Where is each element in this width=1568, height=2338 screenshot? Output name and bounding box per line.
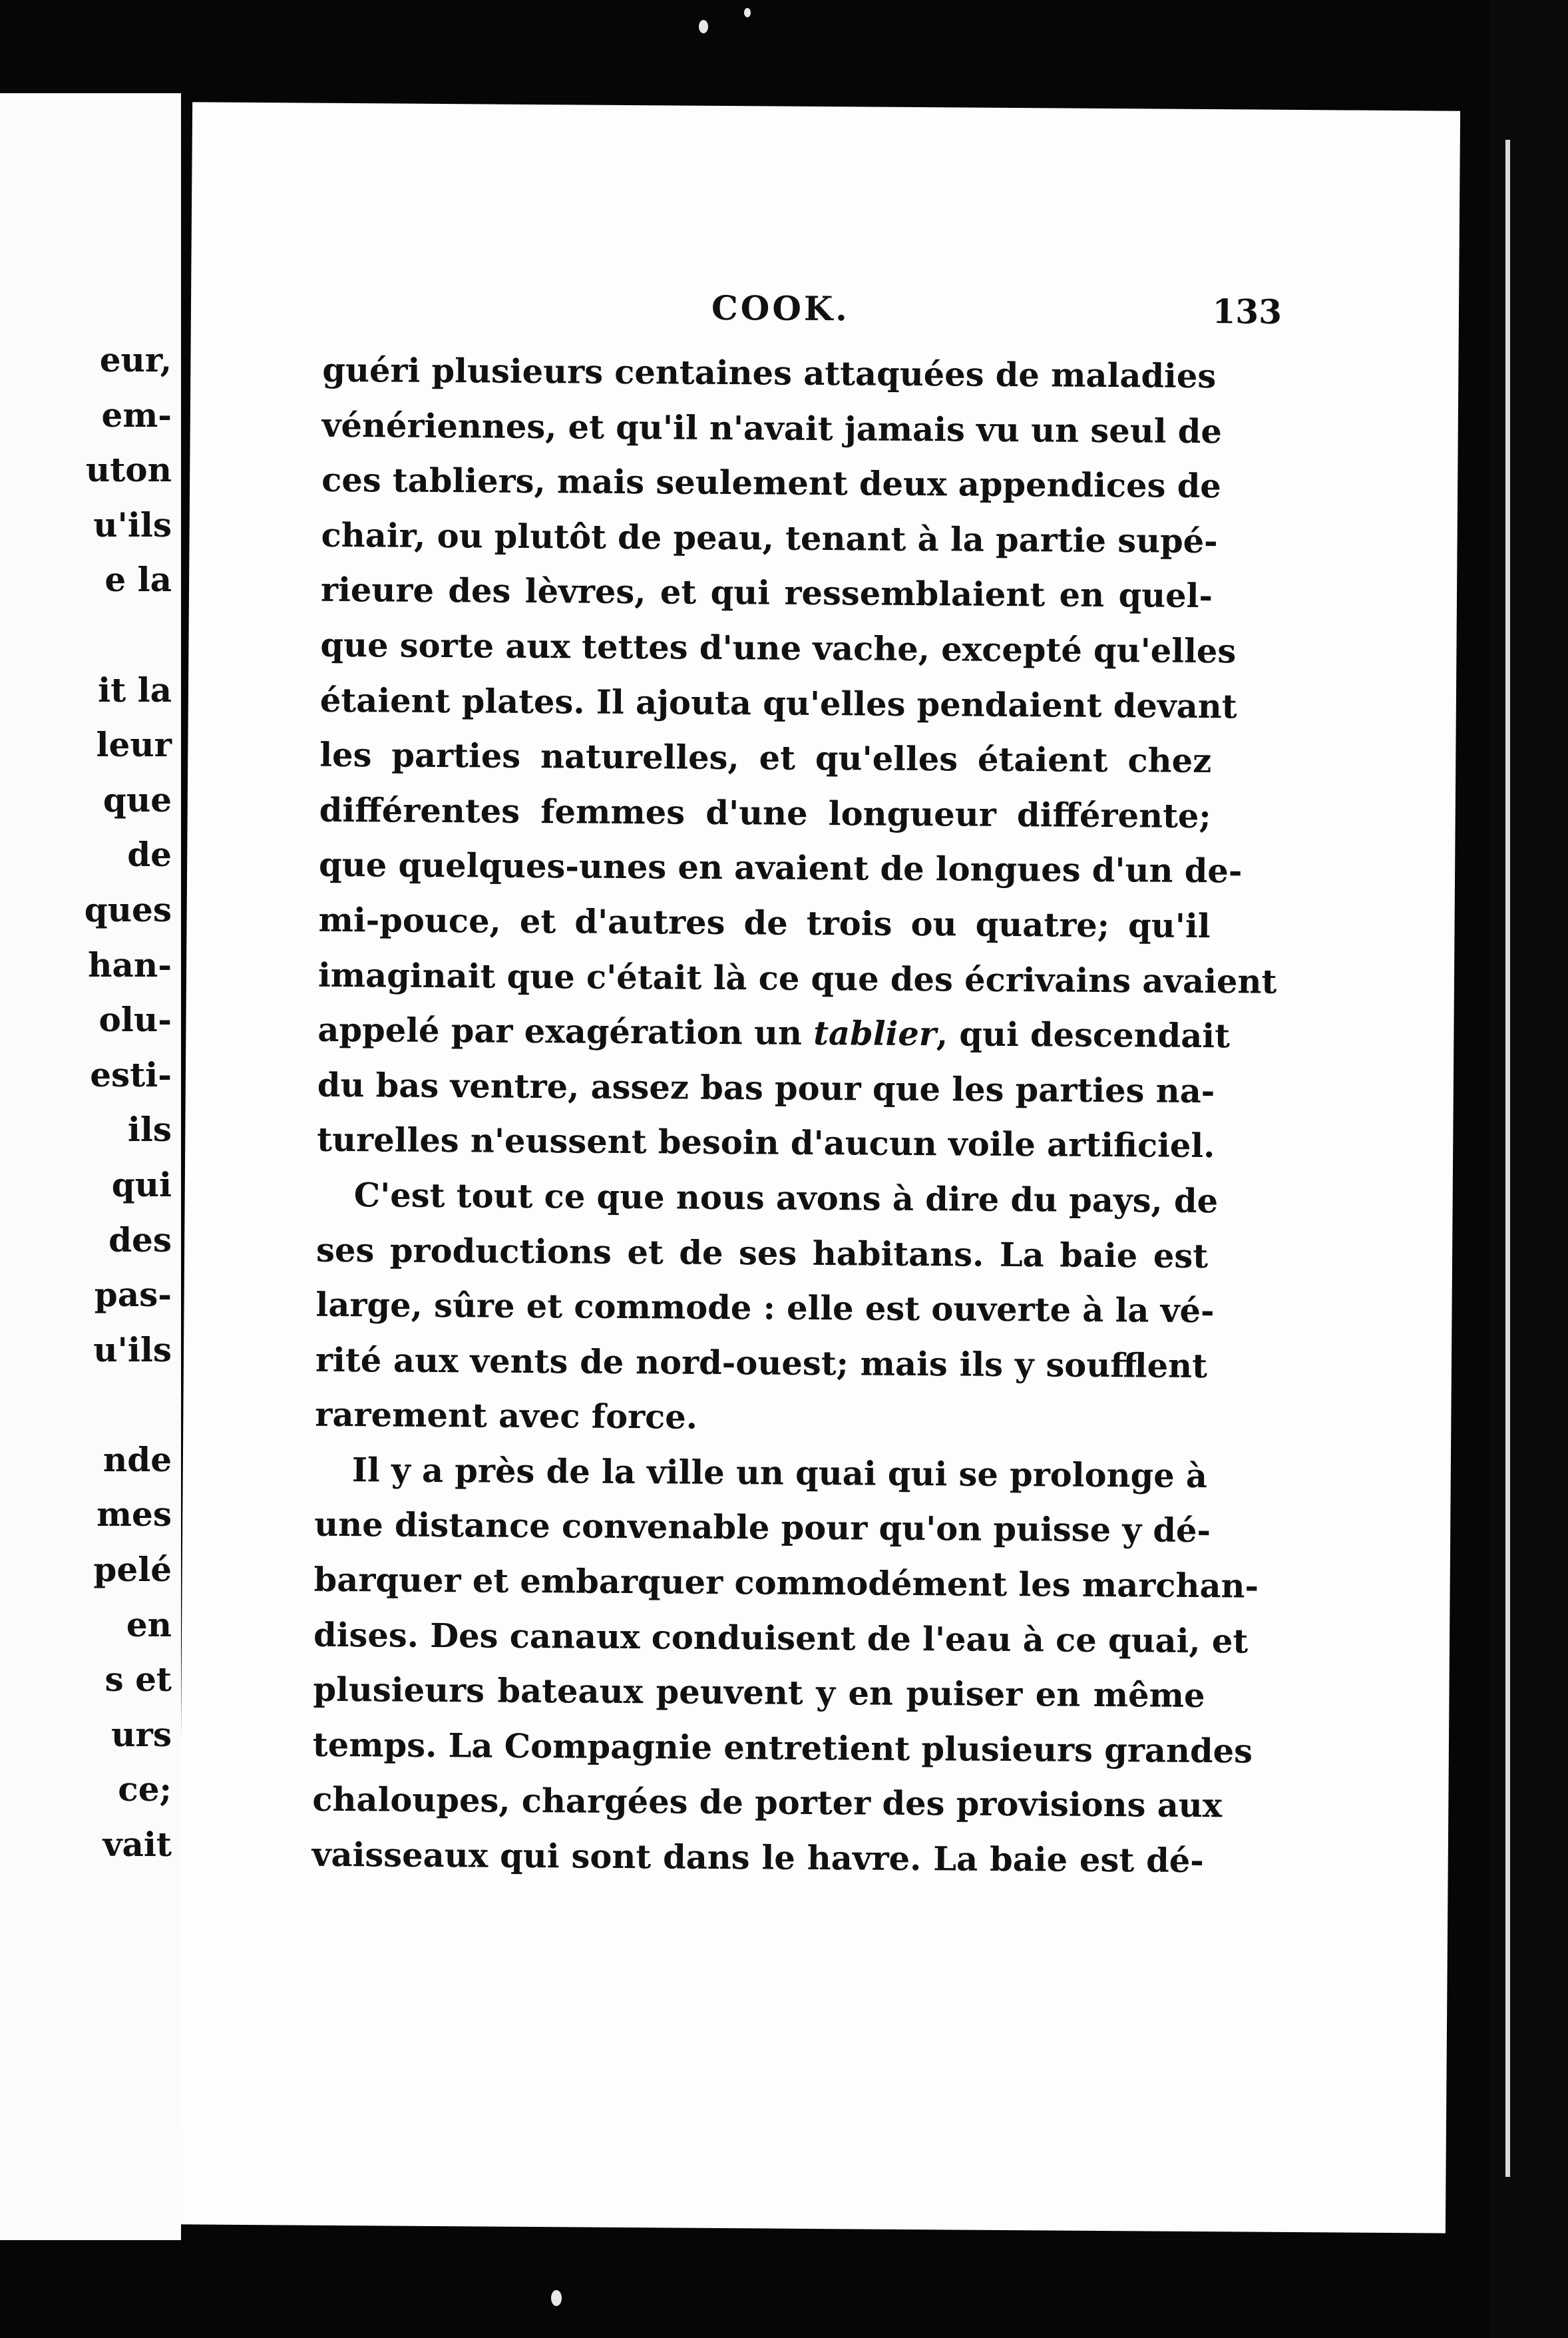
text-line: vaisseaux qui sont dans le havre. La baie est dé-	[311, 1835, 1204, 1881]
text-line: guéri plusieurs centaines attaquées de maladies	[322, 350, 1217, 396]
text-line: ces tabliers, mais seulement deux appendices de	[321, 460, 1222, 506]
left-fragment: ques	[84, 889, 172, 929]
left-fragment: urs	[111, 1714, 172, 1754]
left-fragment: pas-	[94, 1275, 172, 1315]
left-fragment	[85, 608, 172, 663]
left-facing-page	[0, 93, 181, 2240]
text-line: imaginait que c'était là ce que des écrivains avaient	[317, 955, 1277, 1001]
text-line: turelles n'eussent besoin d'aucun voile artificiel.	[317, 1120, 1215, 1166]
text-line: C'est tout ce que nous avons à dire du pays, de	[353, 1176, 1219, 1221]
left-fragment: que	[102, 780, 172, 819]
text-line: que quelques-unes en avaient de longues d'un de-	[318, 845, 1243, 891]
text-line-with-italic	[317, 1003, 1231, 1064]
book-spine	[1489, 0, 1568, 2338]
spine-edge-line	[1505, 140, 1510, 2177]
left-fragment: pelé	[93, 1550, 172, 1590]
left-fragment: it la	[98, 670, 172, 710]
paragraph	[315, 1168, 1219, 1449]
left-fragment: uton	[85, 450, 172, 490]
left-fragment: leur	[96, 725, 172, 765]
text-line: chair, ou plutôt de peau, tenant à la partie supé-	[321, 515, 1218, 561]
text-line: dises. Des canaux conduisent de l'eau à ce quai, et	[313, 1615, 1249, 1661]
left-fragment: en	[126, 1604, 172, 1644]
left-fragment: mes	[97, 1495, 172, 1534]
left-fragment	[85, 1377, 172, 1433]
text-line: large, sûre et commode : elle est ouverte à la vé-	[315, 1285, 1215, 1331]
left-fragment: ce;	[118, 1769, 172, 1809]
paragraph	[317, 343, 1277, 1174]
left-fragment: em-	[101, 395, 172, 435]
left-fragment: qui	[111, 1164, 172, 1204]
left-fragment: e la	[104, 560, 172, 600]
italic-word: tablier	[813, 1014, 937, 1054]
left-fragment: u'ils	[93, 1329, 172, 1369]
scan-speck	[699, 20, 708, 33]
left-page-fragments	[85, 333, 172, 1873]
text-line: étaient plates. Il ajouta qu'elles pendaient devant	[319, 680, 1237, 726]
left-fragment: vait	[102, 1825, 172, 1865]
book-page	[178, 102, 1460, 2233]
scan-speck	[551, 2290, 562, 2306]
page-header	[191, 284, 1460, 346]
text-line: rieure des lèvres, et qui ressemblaient en quel-	[320, 571, 1213, 616]
scan-speck	[744, 8, 751, 17]
left-fragment: han-	[88, 945, 172, 985]
paragraph	[311, 1443, 1259, 1889]
left-fragment: eur,	[99, 340, 172, 379]
left-fragment: des	[108, 1220, 172, 1260]
left-fragment: ils	[127, 1110, 172, 1150]
text-line: les parties naturelles, et qu'elles étaient chez	[319, 735, 1212, 781]
text-line: temps. La Compagnie entretient plusieurs grandes	[312, 1725, 1253, 1771]
text-line: que sorte aux tettes d'une vache, excepté qu'elles	[320, 625, 1237, 671]
text-line: barquer et embarquer commodément les marchan-	[313, 1560, 1259, 1606]
left-fragment: olu-	[98, 1000, 172, 1040]
text-line: rarement avec force.	[315, 1395, 698, 1437]
left-fragment: nde	[102, 1439, 172, 1479]
running-title: COOK.	[711, 288, 850, 329]
text-line: Il y a près de la ville un quai qui se prolonge à	[351, 1450, 1208, 1495]
line-tail: , qui descendait	[936, 1015, 1231, 1056]
text-line: du bas ventre, assez bas pour que les parties na-	[317, 1065, 1215, 1110]
text-line: plusieurs bateaux peuvent y en puiser en même	[313, 1670, 1205, 1716]
text-line: vénériennes, et qu'il n'avait jamais vu un seul de	[321, 405, 1223, 451]
left-fragment: esti-	[90, 1054, 172, 1094]
line-head: appelé par exagération un	[317, 1010, 803, 1052]
text-line: rité aux vents de nord-ouest; mais ils y soufflent	[315, 1340, 1208, 1385]
text-line: mi-pouce, et d'autres de trois ou quatre; qu'il	[318, 900, 1211, 946]
text-line: différentes femmes d'une longueur différente;	[319, 790, 1211, 835]
text-line: une distance convenable pour qu'on puisse y dé-	[314, 1505, 1211, 1550]
left-fragment: u'ils	[93, 505, 172, 545]
text-line: ses productions et de ses habitans. La baie est	[315, 1230, 1209, 1276]
page-number: 133	[1212, 292, 1282, 332]
page-body	[311, 343, 1277, 1889]
left-fragment: s et	[104, 1660, 172, 1700]
left-fragment: de	[127, 835, 172, 875]
text-line: chaloupes, chargées de porter des provisions aux	[312, 1780, 1223, 1825]
